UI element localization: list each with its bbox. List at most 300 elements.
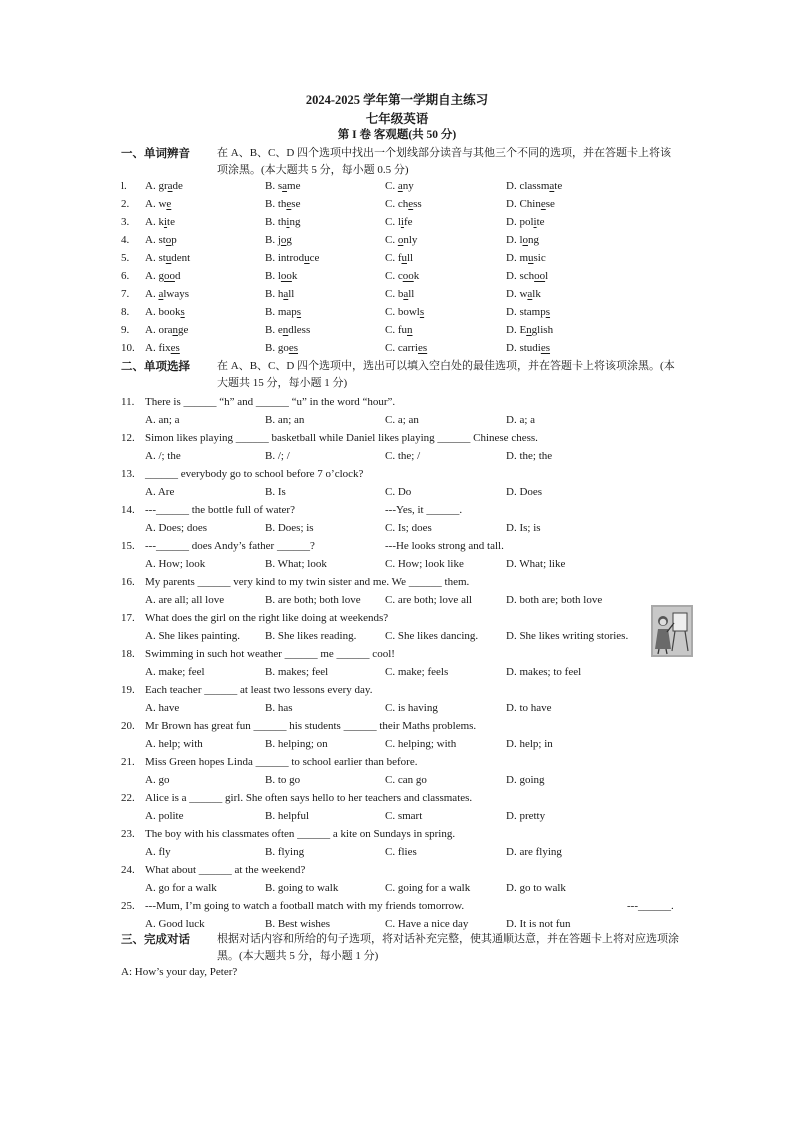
question-text: What about ______ at the weekend? [145, 864, 306, 876]
question-number: 15. [121, 540, 135, 552]
option-text: se [545, 198, 555, 210]
option-b[interactable]: B. makes; feel [265, 666, 329, 678]
underlined-letters: o [165, 234, 172, 246]
option-b[interactable]: B. to go [265, 774, 301, 786]
option-d[interactable] [506, 232, 539, 249]
question-number: 7. [121, 288, 130, 300]
option-d[interactable] [506, 250, 546, 267]
options-row [121, 520, 661, 537]
option-d[interactable] [506, 214, 545, 231]
question-text: ______ everybody go to school before 7 o’clock? [145, 468, 364, 480]
question-row [121, 898, 674, 915]
option-b[interactable]: B. /; / [265, 450, 290, 462]
option-c[interactable]: C. How; look like [385, 558, 464, 570]
option-b[interactable] [265, 178, 300, 195]
option-text: sic [533, 252, 546, 264]
option-text: A. g [145, 270, 164, 282]
option-c[interactable] [385, 196, 422, 213]
underlined-letters: u [304, 252, 310, 264]
option-text: nly [403, 234, 418, 246]
option-a[interactable]: A. go [145, 774, 170, 786]
question-text: Miss Green hopes Linda ______ to school earlier than before. [145, 756, 418, 768]
question-text: My parents ______ very kind to my twin sister and me. We ______ them. [145, 576, 470, 588]
question-row [121, 430, 661, 447]
option-text: C. f [385, 252, 402, 264]
underlined-letters: n [172, 324, 178, 336]
option-text: A. [145, 288, 159, 300]
question-number: 20. [121, 720, 135, 732]
question-text: Alice is a ______ girl. She often says hello to her teachers and classmates. [145, 792, 473, 804]
option-text: B. map [265, 306, 297, 318]
option-text: C. [385, 234, 398, 246]
underlined-letters: o [280, 234, 287, 246]
underlined-letters: i [400, 216, 404, 228]
underlined-letters: n [407, 324, 413, 336]
option-a[interactable] [145, 250, 190, 267]
option-c[interactable]: C. She likes dancing. [385, 630, 479, 642]
question-number: 19. [121, 684, 135, 696]
option-text: C. ch [385, 198, 409, 210]
option-c[interactable] [385, 322, 413, 339]
question-reply: ---______. [627, 900, 674, 912]
option-c[interactable]: C. flies [385, 846, 417, 858]
option-d[interactable]: D. pretty [506, 810, 546, 822]
option-text: ll [288, 288, 295, 300]
option-d[interactable]: D. are flying [506, 846, 562, 858]
option-a[interactable]: A. make; feel [145, 666, 205, 678]
option-d[interactable]: D. Does [506, 486, 543, 498]
option-c[interactable]: C. helping; with [385, 738, 457, 750]
option-a[interactable] [145, 304, 185, 321]
option-c[interactable] [385, 214, 413, 231]
question-number: 24. [121, 864, 135, 876]
option-b[interactable]: B. Best wishes [265, 918, 331, 930]
option-text: D. w [506, 288, 528, 300]
option-text: d [174, 270, 181, 282]
option-b[interactable] [265, 304, 301, 321]
section-title: 三、完成对话 [121, 934, 190, 946]
option-text: se [291, 198, 301, 210]
option-text: D. stamp [506, 306, 546, 318]
option-text: ll [408, 288, 415, 300]
option-text: C. [385, 180, 398, 192]
option-text: de [172, 180, 183, 192]
option-d[interactable]: D. What; like [506, 558, 566, 570]
question-row [121, 466, 661, 483]
option-c[interactable] [385, 232, 417, 249]
underlined-letters: a [167, 180, 173, 192]
question-text: What does the girl on the right like doing at weekends? [145, 612, 389, 624]
underlined-letters: o [397, 234, 404, 246]
option-text: D. m [506, 252, 528, 264]
option-text: dless [288, 324, 311, 336]
question-row [121, 214, 661, 231]
option-text: lways [163, 288, 190, 300]
underlined-letters: oo [280, 270, 292, 282]
underlined-letters: a [549, 180, 555, 192]
question-row [121, 538, 661, 555]
option-text: D. pol [506, 216, 534, 228]
option-text: g [286, 234, 292, 246]
underlined-letters: o [522, 234, 528, 246]
underlined-letters: a [527, 288, 533, 300]
option-c[interactable]: C. is having [385, 702, 438, 714]
question-row [121, 574, 661, 591]
option-text: A. fix [145, 342, 171, 354]
option-d[interactable]: D. She likes writing stories. [506, 630, 629, 642]
question-number: 25. [121, 900, 135, 912]
option-b[interactable]: B. an; an [265, 414, 305, 426]
option-d[interactable] [506, 304, 550, 321]
underlined-letters: oo [534, 270, 546, 282]
option-a[interactable]: A. Good luck [145, 918, 205, 930]
option-a[interactable] [145, 286, 189, 303]
option-text: D. E [506, 324, 527, 336]
option-text: glish [531, 324, 554, 336]
question-number: 5. [121, 252, 130, 264]
question-row [121, 502, 661, 519]
option-c[interactable]: C. a; an [385, 414, 419, 426]
question-reply: ---Yes, it ______. [385, 504, 463, 516]
question-text: ---______ the bottle full of water? [145, 504, 295, 516]
question-row [121, 196, 661, 213]
option-a[interactable]: A. fly [145, 846, 171, 858]
underlined-letters: a [397, 180, 403, 192]
question-row [121, 286, 661, 303]
option-a[interactable]: A. How; look [145, 558, 206, 570]
option-c[interactable]: C. make; feels [385, 666, 449, 678]
option-a[interactable] [145, 178, 183, 195]
options-row [121, 844, 661, 861]
question-number: 3. [121, 216, 130, 228]
option-b[interactable] [265, 340, 298, 357]
option-c[interactable]: C. are both; love all [385, 594, 473, 606]
option-b[interactable]: B. has [265, 702, 293, 714]
option-text: C. carri [385, 342, 418, 354]
option-text: te [554, 180, 563, 192]
option-text: D. Chin [506, 198, 541, 210]
option-text: ng [289, 216, 301, 228]
option-d[interactable] [506, 268, 548, 285]
question-number: 6. [121, 270, 130, 282]
option-b[interactable] [265, 286, 294, 303]
option-text: B. th [265, 198, 287, 210]
option-d[interactable]: D. makes; to feel [506, 666, 582, 678]
option-text: A. k [145, 216, 164, 228]
option-b[interactable] [265, 196, 300, 213]
option-c[interactable]: C. Do [385, 486, 412, 498]
option-text: A. st [145, 234, 166, 246]
question-text: Simon likes playing ______ basketball while Daniel likes playing ______ Chinese chess. [145, 432, 538, 444]
option-text: ss [413, 198, 422, 210]
option-c[interactable] [385, 268, 419, 285]
question-number: 2. [121, 198, 130, 210]
underlined-letters: i [163, 216, 168, 228]
option-text: C. l [385, 216, 401, 228]
section-title: 二、单项选择 [121, 361, 190, 373]
question-number: l. [121, 180, 127, 192]
option-d[interactable]: D. go to walk [506, 882, 566, 894]
underlined-letters: es [540, 342, 551, 354]
option-text: B. l [265, 270, 281, 282]
underlined-letters: es [288, 342, 299, 354]
option-a[interactable] [145, 268, 180, 285]
option-text: A. w [145, 198, 167, 210]
question-row [121, 754, 661, 771]
option-text: C. bowl [385, 306, 420, 318]
underlined-letters: es [170, 342, 180, 354]
option-d[interactable] [506, 196, 555, 213]
question-text: ---Mum, I’m going to watch a football match with my friends tomorrow. [145, 900, 465, 912]
options-row [121, 448, 661, 465]
option-b[interactable] [265, 250, 319, 267]
option-b[interactable] [265, 214, 300, 231]
question-text: The boy with his classmates often ______ a kite on Sundays in spring. [145, 828, 456, 840]
option-a[interactable]: A. have [145, 702, 180, 714]
underlined-letters: oo [163, 270, 175, 282]
underlined-letters: a [403, 288, 409, 300]
option-text: me [287, 180, 301, 192]
option-c[interactable]: C. can go [385, 774, 427, 786]
option-c[interactable] [385, 340, 427, 357]
option-c[interactable] [385, 286, 414, 303]
option-b[interactable] [265, 268, 297, 285]
options-row [121, 736, 661, 753]
options-row [121, 556, 661, 573]
options-row [121, 664, 661, 681]
underlined-letters: u [401, 252, 407, 264]
option-text: ng [528, 234, 539, 246]
question-row [121, 790, 661, 807]
question-number: 4. [121, 234, 130, 246]
option-text: B. go [265, 342, 289, 354]
option-c[interactable] [385, 304, 424, 321]
underlined-letters: n [282, 324, 289, 336]
option-b[interactable]: B. She likes reading. [265, 630, 357, 642]
question-number: 14. [121, 504, 135, 516]
option-text: B. s [265, 180, 283, 192]
option-d[interactable]: D. to have [506, 702, 552, 714]
option-text: A. ora [145, 324, 173, 336]
option-text: D. classm [506, 180, 550, 192]
option-text: D. l [506, 234, 523, 246]
question-row [121, 250, 661, 267]
underlined-letters: s [419, 306, 425, 318]
question-row [121, 322, 661, 339]
option-c[interactable] [385, 178, 414, 195]
option-c[interactable] [385, 250, 413, 267]
options-row [121, 592, 661, 609]
question-text: Swimming in such hot weather ______ me ______ cool! [145, 648, 395, 660]
question-row [121, 232, 661, 249]
question-text: Each teacher ______ at least two lessons every day. [145, 684, 373, 696]
question-number: 11. [121, 396, 135, 408]
question-row [121, 178, 661, 195]
exam-subject: 七年级英语 [365, 112, 429, 126]
option-text: ce [309, 252, 320, 264]
question-number: 10. [121, 342, 135, 354]
option-text: D. studi [506, 342, 541, 354]
underlined-letters: n [526, 324, 532, 336]
option-c[interactable]: C. smart [385, 810, 423, 822]
question-text: There is ______ “h” and ______ “u” in the word “hour”. [145, 396, 396, 408]
option-text: B. th [265, 216, 287, 228]
option-b[interactable]: B. What; look [265, 558, 327, 570]
underlined-letters: u [165, 252, 172, 264]
option-a[interactable] [145, 214, 175, 231]
option-b[interactable]: B. Is [265, 486, 286, 498]
underlined-letters: a [282, 180, 288, 192]
underlined-letters: a [283, 288, 289, 300]
question-number: 21. [121, 756, 135, 768]
underlined-letters: a [158, 288, 164, 300]
option-text: A. book [145, 306, 181, 318]
option-text: k [291, 270, 298, 282]
section-title: 一、单词辨音 [121, 148, 190, 160]
option-b[interactable]: B. are both; both love [265, 594, 361, 606]
option-a[interactable] [145, 340, 180, 357]
question-number: 23. [121, 828, 135, 840]
girl-painting-image [651, 605, 693, 657]
option-text: C. c [385, 270, 403, 282]
option-text: C. b [385, 288, 404, 300]
question-row [121, 268, 661, 285]
option-text: ny [402, 180, 414, 192]
underlined-letters: s [296, 306, 302, 318]
question-row [121, 718, 661, 735]
option-b[interactable]: B. Does; is [265, 522, 314, 534]
question-row [121, 340, 661, 357]
question-row [121, 682, 661, 699]
question-row [121, 394, 661, 411]
option-text: dent [171, 252, 191, 264]
option-text: B. introd [265, 252, 305, 264]
option-a[interactable]: A. She likes painting. [145, 630, 241, 642]
option-text: B. e [265, 324, 283, 336]
option-a[interactable]: A. /; the [145, 450, 181, 462]
option-text: B. h [265, 288, 284, 300]
option-d[interactable]: D. Is; is [506, 522, 541, 534]
underlined-letters: e [286, 198, 292, 210]
option-text: C. fu [385, 324, 407, 336]
option-text: p [171, 234, 177, 246]
option-text: A. gr [145, 180, 168, 192]
option-a[interactable] [145, 322, 188, 339]
dialog-line: A: How’s your day, Peter? [121, 966, 238, 978]
options-row [121, 412, 661, 429]
section-instructions: 在 A、B、C、D 四个选项中，选出可以填入空白处的最佳选项，并在答题卡上将该项涂黑。(本大题共 15 分，每小题 1 分) [217, 360, 675, 389]
option-b[interactable] [265, 232, 292, 249]
question-number: 12. [121, 432, 135, 444]
option-text: ge [178, 324, 189, 336]
option-d[interactable]: D. It is not fun [506, 918, 571, 930]
options-row [121, 880, 661, 897]
option-a[interactable] [145, 232, 177, 249]
option-c[interactable]: C. Have a nice day [385, 918, 469, 930]
option-text: A. st [145, 252, 166, 264]
question-row [121, 826, 661, 843]
option-d[interactable]: D. both are; both love [506, 594, 603, 606]
options-row [121, 700, 661, 717]
option-d[interactable]: D. the; the [506, 450, 553, 462]
option-b[interactable]: B. going to walk [265, 882, 339, 894]
option-a[interactable]: A. are all; all love [145, 594, 225, 606]
question-text: ---______ does Andy’s father ______? [145, 540, 315, 552]
option-b[interactable]: B. flying [265, 846, 305, 858]
question-reply: ---He looks strong and tall. [385, 540, 504, 552]
question-row [121, 610, 661, 627]
question-number: 9. [121, 324, 130, 336]
section-instructions: 在 A、B、C、D 四个选项中找出一个划线部分读音与其他三个不同的选项，并在答题卡上将该项涂黑。(本大题共 5 分，每小题 0.5 分) [217, 147, 672, 176]
option-a[interactable]: A. go for a walk [145, 882, 217, 894]
question-number: 16. [121, 576, 135, 588]
question-text: Mr Brown has great fun ______ his students ______ their Maths problems. [145, 720, 477, 732]
question-row [121, 862, 661, 879]
option-d[interactable]: D. a; a [506, 414, 536, 426]
option-d[interactable]: D. going [506, 774, 545, 786]
underlined-letters: es [417, 342, 428, 354]
option-d[interactable]: D. help; in [506, 738, 553, 750]
options-row [121, 772, 661, 789]
option-a[interactable]: A. Does; does [145, 522, 208, 534]
options-row [121, 484, 661, 501]
underlined-letters: e [408, 198, 414, 210]
option-text: te [167, 216, 175, 228]
question-number: 17. [121, 612, 135, 624]
underlined-letters: u [528, 252, 534, 264]
option-text: te [536, 216, 545, 228]
option-a[interactable]: A. help; with [145, 738, 203, 750]
underlined-letters: i [533, 216, 537, 228]
option-b[interactable] [265, 322, 310, 339]
option-d[interactable] [506, 178, 562, 195]
option-text: fe [403, 216, 413, 228]
option-a[interactable] [145, 196, 171, 213]
underlined-letters: s [545, 306, 551, 318]
section-instructions: 根据对话内容和所给的句子选项，将对话补充完整，使其通顺达意，并在答题卡上将对应选项涂黑。(本大题共 5 分，每小题 1 分) [217, 933, 679, 962]
question-number: 13. [121, 468, 135, 480]
option-b[interactable]: B. helpful [265, 810, 309, 822]
option-text: l [545, 270, 549, 282]
option-b[interactable]: B. helping; on [265, 738, 328, 750]
option-a[interactable]: A. an; a [145, 414, 180, 426]
option-d[interactable] [506, 322, 553, 339]
option-d[interactable] [506, 286, 541, 303]
option-c[interactable]: C. the; / [385, 450, 421, 462]
option-a[interactable]: A. Are [145, 486, 175, 498]
exam-title: 2024-2025 学年第一学期自主练习 [305, 93, 489, 107]
options-row [121, 808, 661, 825]
underlined-letters: e [166, 198, 172, 210]
option-text: lk [532, 288, 541, 300]
option-text: D. sch [506, 270, 535, 282]
underlined-letters: e [540, 198, 546, 210]
question-row [121, 646, 661, 663]
option-c[interactable]: C. going for a walk [385, 882, 471, 894]
question-number: 8. [121, 306, 130, 318]
option-d[interactable] [506, 340, 550, 357]
option-c[interactable]: C. Is; does [385, 522, 432, 534]
option-text: B. j [265, 234, 281, 246]
underlined-letters: oo [402, 270, 414, 282]
question-number: 18. [121, 648, 135, 660]
question-number: 22. [121, 792, 135, 804]
option-a[interactable]: A. polite [145, 810, 184, 822]
question-row [121, 304, 661, 321]
underlined-letters: i [286, 216, 290, 228]
options-row [121, 628, 661, 645]
option-text: k [413, 270, 420, 282]
